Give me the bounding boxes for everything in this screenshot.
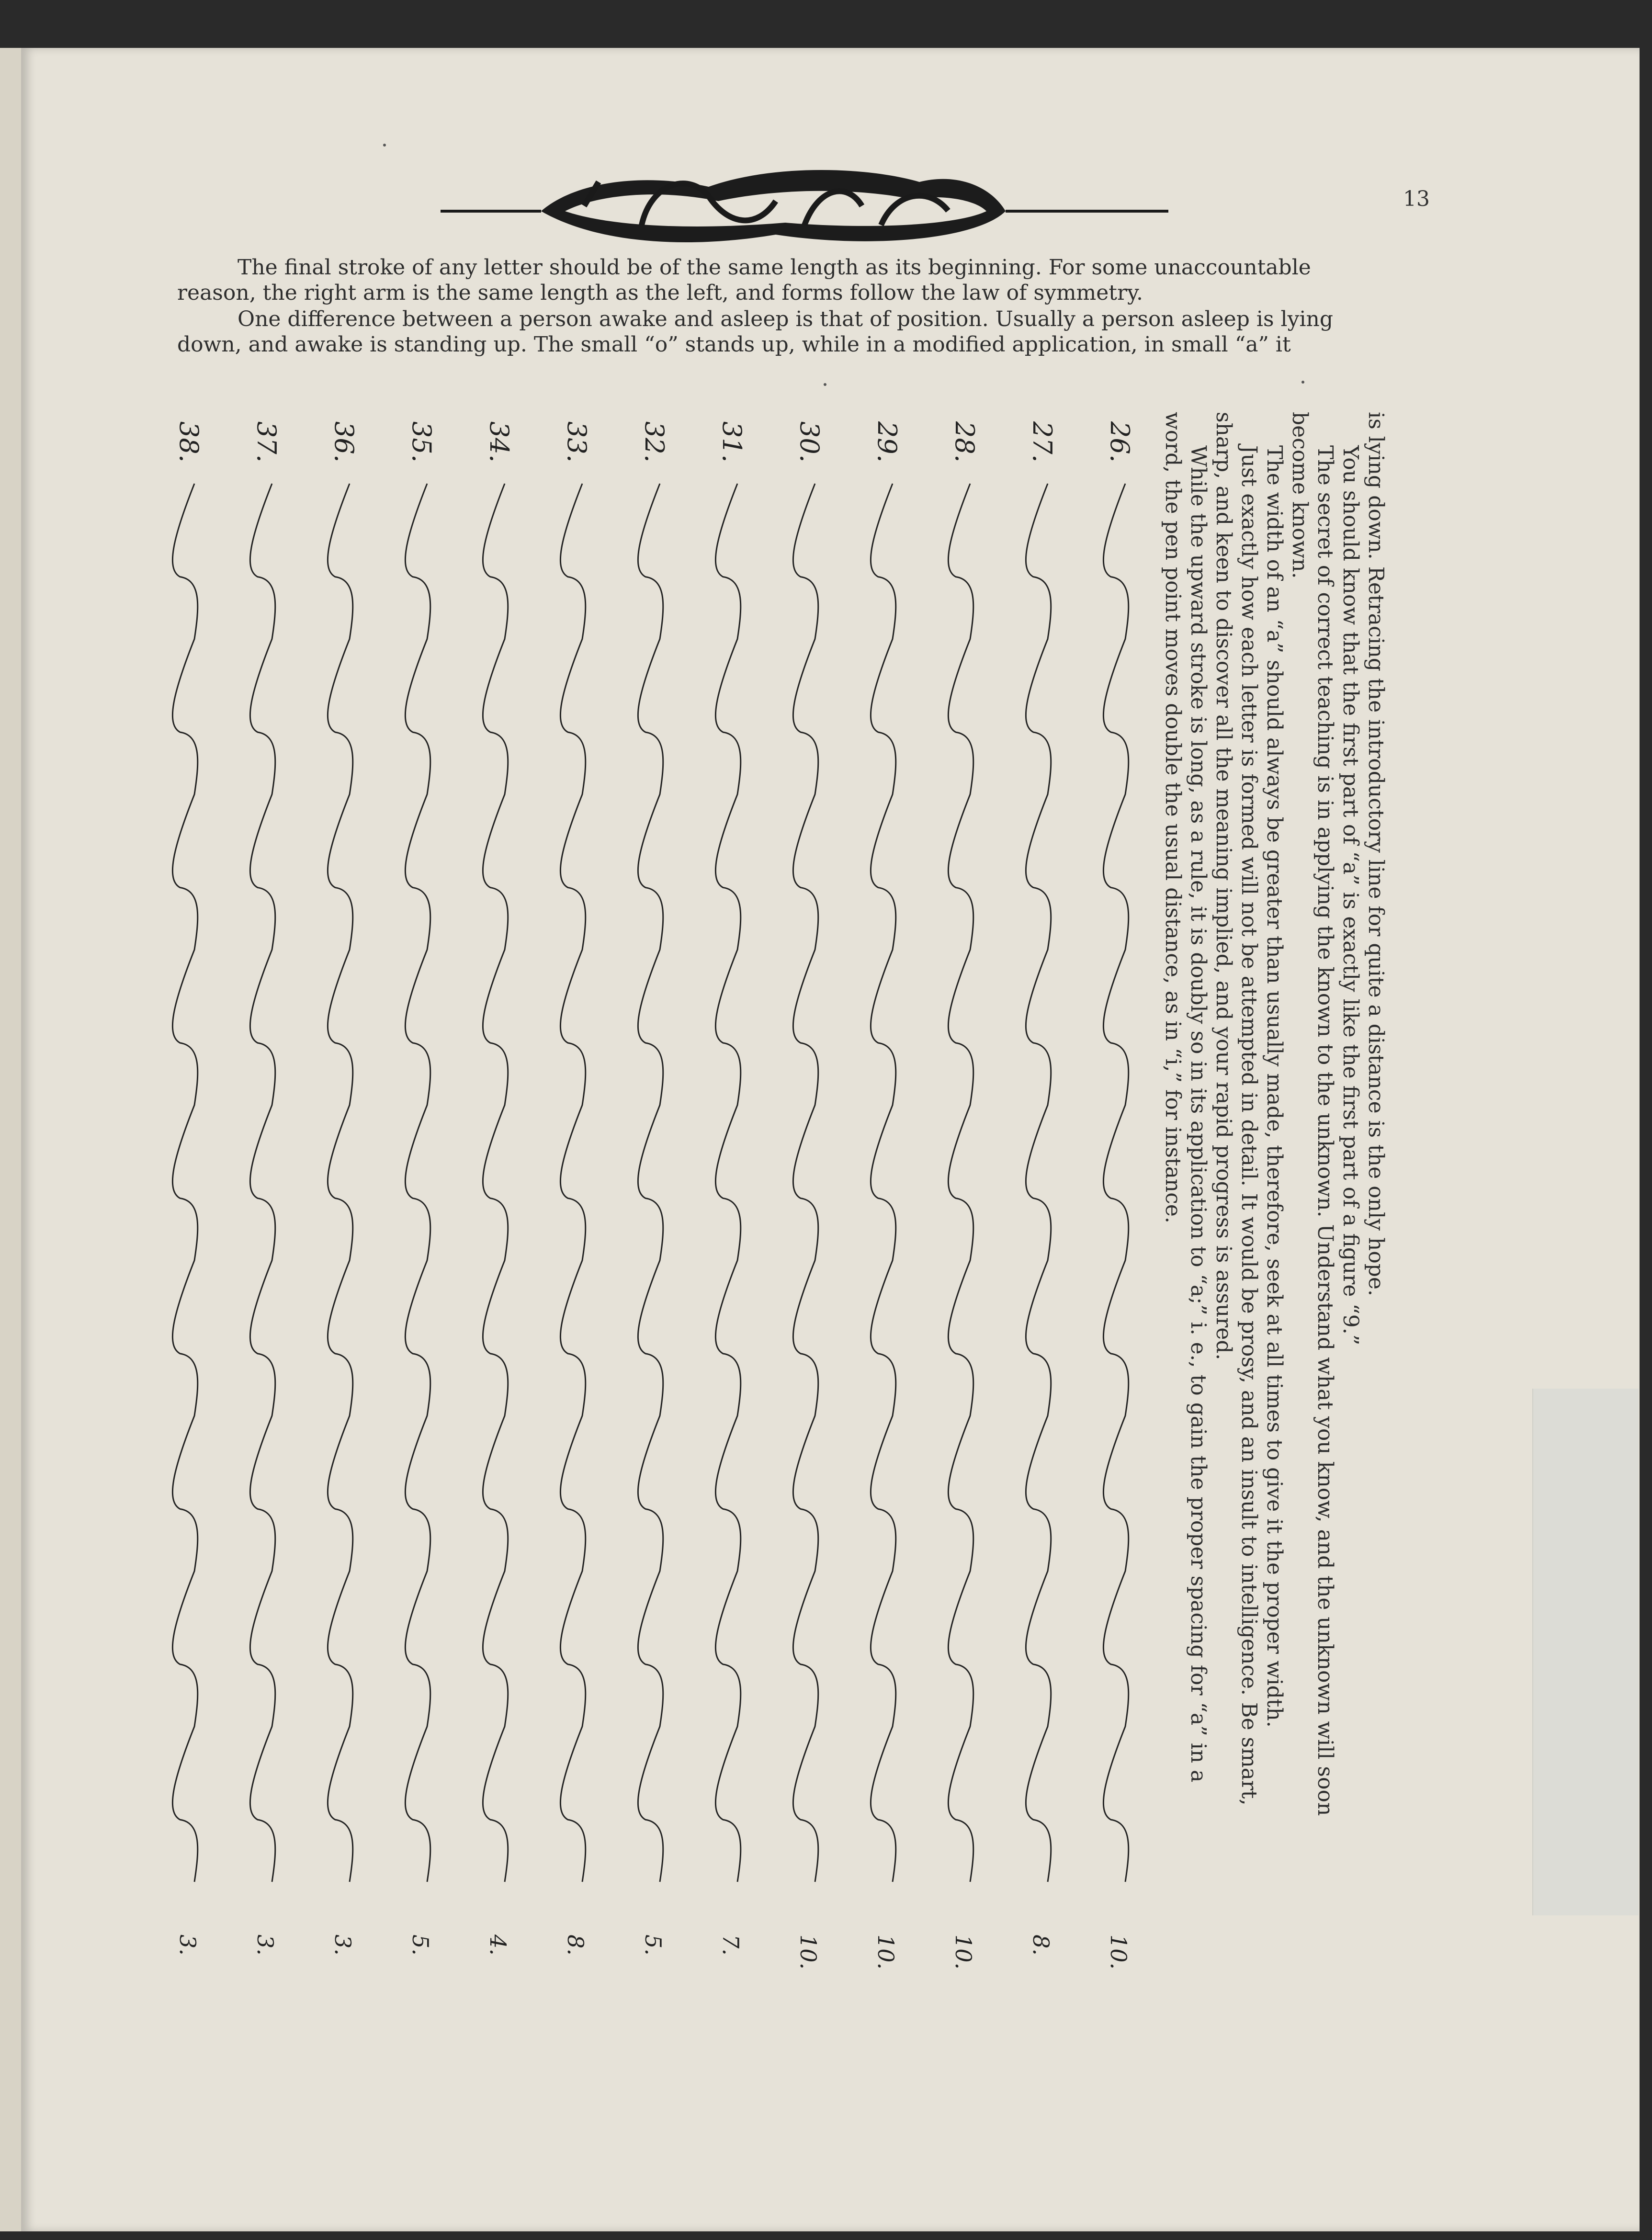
drill-count: 10. xyxy=(1106,1935,1132,1970)
drill-stroke xyxy=(560,484,585,1882)
drill-stroke xyxy=(793,484,818,1882)
drill-number: 35. xyxy=(407,421,437,463)
drill-row xyxy=(172,421,204,1956)
drill-count: 4. xyxy=(485,1935,511,1956)
drill-stroke xyxy=(638,484,663,1882)
drill-stroke xyxy=(1103,484,1128,1882)
drill-row xyxy=(250,421,282,1956)
drill-number: 29. xyxy=(872,421,902,463)
drill-row xyxy=(1026,421,1057,1956)
drill-row xyxy=(793,421,825,1969)
drill-row xyxy=(560,421,592,1956)
paper-speck xyxy=(383,144,386,147)
drill-count: 10. xyxy=(873,1935,899,1970)
rotated-line: While the upward stroke is long, as a rule, it is doubly so in its application to “a;” i. e., to gain the proper spacing for “a” in a xyxy=(1186,445,1211,1783)
drill-number: 28. xyxy=(950,421,980,463)
drill-number: 37. xyxy=(251,421,282,463)
drill-row xyxy=(948,421,980,1969)
drill-row xyxy=(715,421,747,1956)
drill-row xyxy=(1103,421,1135,1969)
drill-count: 10. xyxy=(950,1935,976,1970)
paper-speck xyxy=(824,383,826,386)
drill-count: 8. xyxy=(1028,1935,1054,1956)
drill-count: 5. xyxy=(407,1935,433,1956)
drill-row xyxy=(871,421,902,1969)
drill-number: 30. xyxy=(794,421,825,463)
drill-number: 33. xyxy=(562,421,592,463)
intro-paragraph-2-line-2: down, and awake is standing up. The small “o” stands up, while in a modified application, in small “a” it xyxy=(177,332,1291,357)
drill-stroke xyxy=(1026,484,1051,1882)
rotated-line: sharp, and keen to discover all the meaning implied, and your rapid progress is assured. xyxy=(1211,412,1236,1360)
drill-row xyxy=(405,421,437,1956)
drill-row xyxy=(328,421,359,1956)
drill-number: 34. xyxy=(484,421,514,463)
drill-number: 32. xyxy=(639,421,669,463)
rotated-line: The secret of correct teaching is in applying the known to the unknown. Understand what you know, and the unknown will soon xyxy=(1313,445,1337,1816)
drill-count: 10. xyxy=(795,1935,821,1970)
drill-count: 8. xyxy=(563,1935,588,1956)
drill-stroke xyxy=(405,484,430,1882)
drill-number: 31. xyxy=(717,421,747,463)
drill-stroke xyxy=(948,484,973,1882)
drill-count: 3. xyxy=(175,1935,201,1956)
drill-stroke xyxy=(715,484,740,1882)
page-number: 13 xyxy=(1403,187,1430,211)
rotated-line: You should know that the first part of “a” is exactly like the first part of a figure “9.” xyxy=(1338,445,1363,1346)
drill-count: 7. xyxy=(718,1935,744,1956)
rotated-line: word, the pen point moves double the usual distance, as in “i,” for instance. xyxy=(1161,412,1185,1223)
drill-stroke xyxy=(250,484,275,1882)
drill-stroke xyxy=(328,484,352,1882)
drill-number: 36. xyxy=(329,421,359,463)
intro-paragraph-2-line-1: One difference between a person awake and asleep is that of position. Usually a person asleep is lying xyxy=(238,307,1334,331)
drill-row xyxy=(638,421,669,1956)
drill-count: 3. xyxy=(252,1935,278,1956)
intro-paragraph-1-line-2: reason, the right arm is the same length as the left, and forms follow the law of symmetry. xyxy=(177,281,1143,305)
rotated-line: The width of an “a” should always be greater than usually made, therefore, seek at all times to give it the proper width. xyxy=(1262,445,1287,1728)
drill-count: 5. xyxy=(640,1935,666,1956)
drill-number: 26. xyxy=(1105,421,1135,463)
paper-speck xyxy=(1301,381,1304,384)
rotated-line: is lying down. Retracing the introductory line for quite a distance is the only hope. xyxy=(1364,412,1388,1296)
drill-count: 3. xyxy=(330,1935,356,1956)
rotated-line: Just exactly how each letter is formed will not be attempted in detail. It would be prosy, and an insult to intelligence. Be smart, xyxy=(1237,445,1261,1806)
drill-stroke xyxy=(172,484,197,1882)
rotated-line: become known. xyxy=(1288,412,1312,579)
drill-number: 38. xyxy=(174,421,204,463)
drill-row xyxy=(483,421,514,1956)
drill-number: 27. xyxy=(1027,421,1057,463)
drill-stroke xyxy=(483,484,508,1882)
drill-stroke xyxy=(871,484,895,1882)
intro-paragraph-1-line-1: The final stroke of any letter should be of the same length as its beginning. For some unaccountable xyxy=(238,255,1311,280)
